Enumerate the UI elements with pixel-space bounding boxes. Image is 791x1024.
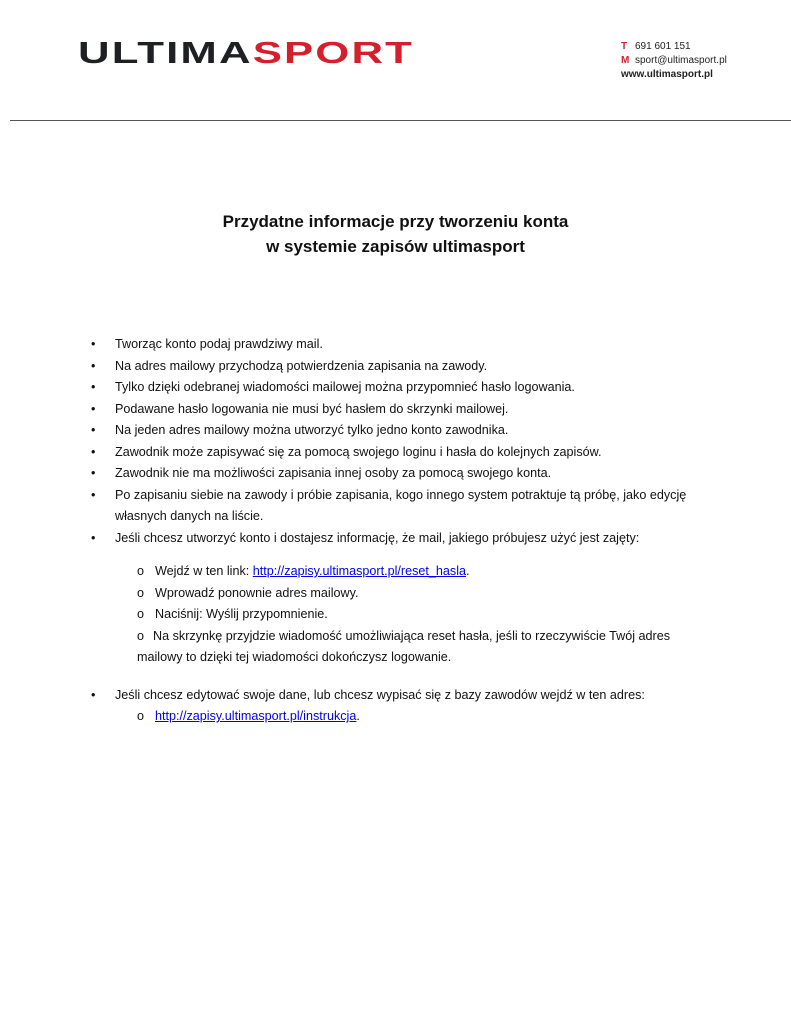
website: www.ultimasport.pl	[621, 69, 713, 80]
edit-link-end: .	[356, 709, 360, 723]
list-item-text: Po zapisaniu siebie na zawody i próbie zapisania, kogo innego system potraktuje tą próbę, jako edycję własnych danych na liście.	[115, 487, 687, 523]
spacer	[0, 669, 791, 685]
list-item	[0, 334, 791, 356]
spacer	[0, 549, 791, 561]
brand-left: ULTIMA	[78, 40, 202, 66]
list-item-text: Zawodnik może zapisywać się za pomocą swojego loginu i hasła do kolejnych zapisów.	[115, 444, 602, 459]
instructions-link[interactable]: http://zapisy.ultimasport.pl/instrukcja	[155, 709, 357, 723]
phone-key: T	[621, 41, 628, 52]
step-1-text: Wejdź w ten link:	[155, 564, 253, 578]
mail-key: M	[621, 55, 630, 66]
step-4-text: Na skrzynkę przyjdzie wiadomość umożliwiająca reset hasła, jeśli to rzeczywiście Twój adres mailowy to dzięki tej wiadomości dokończysz logowanie.	[137, 628, 671, 664]
sub-item	[0, 706, 791, 728]
mail-address: sport@ultimasport.pl	[635, 55, 727, 66]
edit-data-text: Jeśli chcesz edytować swoje dane, lub chcesz wypisać się z bazy zawodów wejdź w ten adres:	[115, 687, 645, 702]
list-item	[0, 442, 791, 464]
sub-bullet: o	[137, 607, 145, 621]
sub-item	[0, 626, 791, 669]
list-item-text: Jeśli chcesz utworzyć konto i dostajesz informację, że mail, jakiego próbujesz użyć jest zajęty:	[115, 530, 640, 545]
bullet: •	[91, 466, 96, 480]
list-item-text: Podawane hasło logowania nie musi być hasłem do skrzynki mailowej.	[115, 401, 509, 416]
bullet: •	[91, 380, 96, 394]
bullet: •	[91, 444, 96, 459]
list-item-text: Na adres mailowy przychodzą potwierdzenia zapisania na zawody.	[115, 358, 488, 373]
info-list	[0, 334, 791, 728]
mail-row	[621, 54, 727, 68]
bullet: •	[91, 530, 96, 545]
list-item	[0, 420, 791, 442]
ultimasport-logo	[78, 40, 418, 66]
sub-bullet: o	[137, 628, 145, 643]
step-3-text: Naciśnij: Wyślij przypomnienie.	[155, 607, 328, 621]
sub-bullet: o	[137, 709, 145, 723]
sub-item	[0, 561, 791, 583]
list-item	[0, 399, 791, 421]
phone-row	[621, 40, 727, 54]
list-item-text: Tylko dzięki odebranej wiadomości mailowej można przypomnieć hasło logowania.	[115, 380, 575, 394]
bullet: •	[91, 401, 96, 416]
bullet: •	[91, 487, 96, 502]
sub-bullet: o	[137, 585, 145, 600]
sub-bullet: o	[137, 564, 145, 578]
list-item	[0, 485, 791, 528]
bullet: •	[91, 687, 96, 702]
bullet: •	[91, 423, 96, 437]
phone-number: 691 601 151	[635, 41, 691, 52]
header-divider	[10, 120, 791, 121]
reset-password-link[interactable]: http://zapisy.ultimasport.pl/reset_hasla	[252, 564, 467, 578]
sub-item	[0, 583, 791, 605]
list-item	[0, 356, 791, 378]
contact-block	[621, 40, 727, 82]
bullet: •	[91, 358, 96, 373]
title-line-2: w systemie zapisów ultimasport	[266, 237, 525, 256]
sub-item	[0, 604, 791, 626]
list-item	[0, 463, 791, 485]
list-item	[0, 528, 791, 550]
list-item-text: Na jeden adres mailowy można utworzyć tylko jedno konto zawodnika.	[115, 423, 509, 437]
page-title	[0, 209, 791, 259]
title-line-1: Przydatne informacje przy tworzeniu konta	[222, 212, 569, 231]
list-item	[0, 685, 791, 707]
ultimasport-wordmark	[78, 40, 418, 66]
step-2-text: Wprowadź ponownie adres mailowy.	[155, 585, 359, 600]
bullet: •	[91, 337, 96, 351]
list-item-text: Zawodnik nie ma możliwości zapisania innej osoby za pomocą swojego konta.	[115, 466, 552, 480]
list-item-text: Tworząc konto podaj prawdziwy mail.	[115, 337, 323, 351]
step-1-end: .	[466, 564, 470, 578]
svg-text:ULTIMASPORT	[78, 40, 414, 66]
list-item	[0, 377, 791, 399]
brand-right: SPORT	[252, 40, 368, 66]
